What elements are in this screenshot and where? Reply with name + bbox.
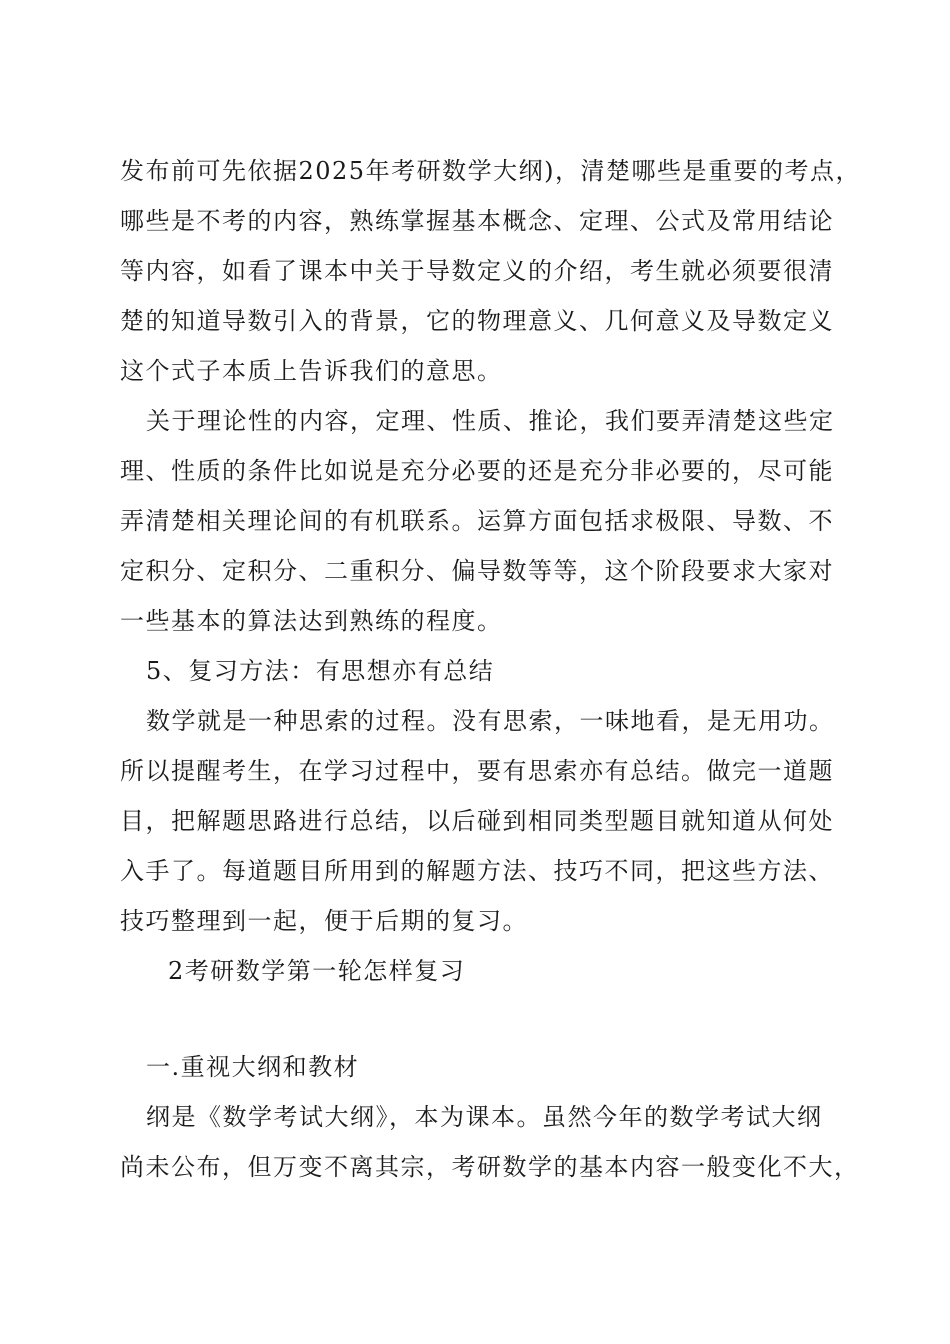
paragraph-line: 所以提醒考生，在学习过程中，要有思索亦有总结。做完一道题 (120, 757, 834, 785)
paragraph-line: 弄清楚相关理论间的有机联系。运算方面包括求极限、导数、不 (120, 507, 834, 535)
paragraph-line: 哪些是不考的内容，熟练掌握基本概念、定理、公式及常用结论 (120, 207, 834, 235)
paragraph-line: 数学就是一种思索的过程。没有思索，一味地看，是无用功。 (146, 707, 835, 735)
paragraph-line: 发布前可先依据2025年考研数学大纲)，清楚哪些是重要的考点， (120, 157, 861, 185)
paragraph-line: 关于理论性的内容，定理、性质、推论，我们要弄清楚这些定 (146, 407, 835, 435)
paragraph-line: 尚未公布，但万变不离其宗，考研数学的基本内容一般变化不大， (120, 1153, 860, 1181)
chapter-heading: 2考研数学第一轮怎样复习 (168, 957, 466, 985)
paragraph-line: 这个式子本质上告诉我们的意思。 (120, 357, 503, 385)
subsection-heading: 一.重视大纲和教材 (146, 1053, 360, 1081)
paragraph-line: 目，把解题思路进行总结，以后碰到相同类型题目就知道从何处 (120, 807, 834, 835)
section-heading: 5、复习方法：有思想亦有总结 (146, 657, 495, 685)
paragraph-line: 技巧整理到一起，便于后期的复习。 (120, 907, 528, 935)
paragraph-line: 纲是《数学考试大纲》，本为课本。虽然今年的数学考试大纲 (146, 1103, 823, 1131)
paragraph-line: 入手了。每道题目所用到的解题方法、技巧不同，把这些方法、 (120, 857, 834, 885)
paragraph-line: 楚的知道导数引入的背景，它的物理意义、几何意义及导数定义 (120, 307, 834, 335)
paragraph-line: 理、性质的条件比如说是充分必要的还是充分非必要的，尽可能 (120, 457, 834, 485)
paragraph-line: 等内容，如看了课本中关于导数定义的介绍，考生就必须要很清 (120, 257, 834, 285)
paragraph-line: 定积分、定积分、二重积分、偏导数等等，这个阶段要求大家对 (120, 557, 834, 585)
paragraph-line: 一些基本的算法达到熟练的程度。 (120, 607, 503, 635)
